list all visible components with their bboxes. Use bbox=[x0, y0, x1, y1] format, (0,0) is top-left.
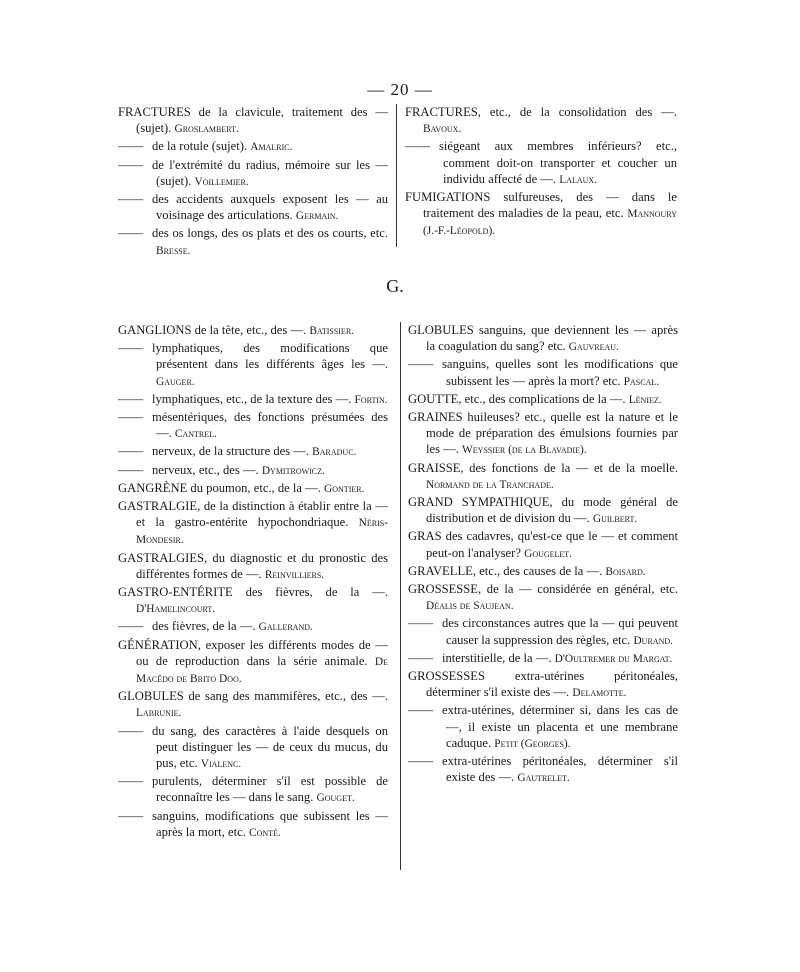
entry-author: Voillemier. bbox=[194, 175, 249, 188]
entry-text: des accidents auxquels exposent les — au voisinage des articulations. bbox=[152, 192, 388, 223]
entry-dash: —— bbox=[408, 754, 434, 769]
entry-author: Guilbert. bbox=[592, 513, 638, 526]
entry-headword: GLOBULES bbox=[408, 323, 474, 337]
index-entry bbox=[408, 563, 678, 580]
index-entry bbox=[408, 356, 678, 389]
index-entry bbox=[118, 443, 388, 460]
entry-text: mésentériques, des fonctions présumées des —. bbox=[152, 410, 388, 441]
index-entry bbox=[118, 157, 388, 190]
entry-dash: —— bbox=[408, 650, 434, 665]
entry-author: Baraduc. bbox=[312, 446, 357, 459]
entry-headword: GANGLIONS bbox=[118, 323, 192, 337]
column-top-right bbox=[405, 104, 677, 241]
entry-headword: FRACTURES bbox=[405, 105, 478, 119]
entry-text: du poumon, etc., de la —. bbox=[187, 480, 325, 495]
entry-dash: —— bbox=[118, 808, 144, 823]
entry-text: , des fonctions de la — et de la moelle. bbox=[460, 460, 678, 475]
entry-headword: GASTRALGIE bbox=[118, 499, 198, 514]
entry-dash: —— bbox=[118, 192, 144, 207]
index-entry bbox=[118, 688, 388, 721]
index-entry bbox=[118, 618, 388, 635]
index-entry bbox=[405, 104, 677, 137]
entry-author: D'Hamelincourt. bbox=[136, 603, 216, 616]
index-entry bbox=[408, 460, 678, 493]
entry-text: , de la — considérée en général, etc. bbox=[478, 582, 678, 597]
entry-dash: —— bbox=[118, 619, 144, 634]
column-divider-top bbox=[396, 104, 397, 247]
entry-author: Reinvilliers. bbox=[264, 568, 325, 581]
page-number: — 20 — bbox=[367, 80, 433, 99]
entry-text: des cadavres, qu'est-ce que le — et comment peut-on l'analyser? bbox=[426, 529, 678, 560]
entry-dash: —— bbox=[118, 226, 144, 241]
column-divider-bottom bbox=[400, 322, 401, 870]
column-bottom-right bbox=[408, 322, 678, 787]
index-entry bbox=[405, 189, 677, 240]
entry-headword: GRAISSE bbox=[408, 460, 461, 475]
entry-headword: GLOBULES bbox=[118, 689, 184, 704]
index-entry bbox=[408, 391, 678, 408]
index-entry bbox=[118, 340, 388, 390]
index-entry bbox=[118, 462, 388, 479]
entry-text: , de la distinction à établir entre la — et la gastro-entérite hypochondriaque. bbox=[136, 499, 388, 530]
entry-text: siégeant aux membres inférieurs? etc., comment doit-on transporter et coucher un individu affecté de —. bbox=[439, 139, 677, 186]
entry-author: Gallerand. bbox=[258, 621, 313, 634]
entry-author: Normand de la Tranchade. bbox=[426, 478, 554, 491]
index-entry bbox=[408, 322, 678, 355]
entry-author: Gouget. bbox=[316, 792, 355, 805]
index-entry bbox=[408, 753, 678, 786]
entry-text: purulents, déterminer s'il est possible de reconnaître les — dans le sang. bbox=[152, 774, 388, 805]
entry-dash: —— bbox=[118, 444, 144, 459]
section-letter: G. bbox=[386, 276, 404, 296]
entry-text: de la tête, etc., des —. bbox=[191, 323, 310, 337]
entry-author: Groslambert. bbox=[174, 123, 239, 136]
index-entry bbox=[118, 808, 388, 841]
entry-headword: GRAS bbox=[408, 529, 442, 544]
entry-author: Néris-Mondesir. bbox=[136, 517, 388, 547]
entry-author: Gauvreau. bbox=[568, 341, 619, 354]
entry-author: Labrunie. bbox=[136, 707, 182, 720]
entry-author: De Macêdo de Brito Doo. bbox=[136, 655, 388, 686]
entry-author: Bavoux. bbox=[423, 123, 462, 136]
entry-text: de sang des mammifères, etc., des —. bbox=[183, 689, 388, 704]
index-entry bbox=[118, 637, 388, 688]
entry-author: Petit (Georges). bbox=[494, 737, 571, 750]
entry-text: sulfureuses, des — dans le traitement des maladies de la peau, etc. bbox=[423, 190, 677, 221]
entry-text: , etc., de la consolidation des —. bbox=[477, 105, 677, 119]
index-entry bbox=[408, 650, 678, 667]
index-entry bbox=[408, 668, 678, 701]
entry-text: sanguins, que deviennent les — après la coagulation du sang? etc. bbox=[426, 323, 678, 354]
entry-headword: GRAVELLE bbox=[408, 563, 473, 578]
index-entry bbox=[118, 104, 388, 137]
entry-text: , etc., des causes de la —. bbox=[472, 563, 606, 578]
column-top-left bbox=[118, 104, 388, 260]
entry-author: Déalis de Saujean. bbox=[426, 600, 514, 613]
index-entry bbox=[408, 615, 678, 648]
entry-text: , du diagnostic et du pronostic des différentes formes de —. bbox=[136, 550, 388, 581]
index-entry bbox=[118, 723, 388, 773]
entry-headword: GASTRALGIES bbox=[118, 550, 205, 565]
entry-headword: GASTRO-ENTÉRITE bbox=[118, 585, 233, 600]
entry-dash: —— bbox=[118, 723, 144, 738]
entry-dash: —— bbox=[118, 139, 144, 154]
index-entry bbox=[405, 138, 677, 188]
entry-author: Gougelet. bbox=[524, 547, 573, 560]
entry-text: lymphatiques, etc., de la texture des —. bbox=[152, 391, 355, 406]
index-entry bbox=[118, 225, 388, 258]
entry-author: Boisard. bbox=[605, 565, 646, 578]
entry-text: , etc., des complications de la —. bbox=[458, 391, 629, 406]
entry-text: extra-utérines, déterminer si, dans les cas de —, il existe un placenta et une membrane caduque. bbox=[442, 703, 678, 750]
index-entry bbox=[408, 409, 678, 459]
entry-author: Amalric. bbox=[250, 141, 293, 154]
entry-text: de la rotule (sujet). bbox=[152, 139, 251, 154]
entry-author: Cantrel. bbox=[174, 428, 217, 441]
entry-author: Weyssier (de la Blavadie). bbox=[462, 444, 587, 457]
entry-dash: —— bbox=[408, 616, 434, 631]
entry-headword: GRAND SYMPATHIQUE bbox=[408, 495, 550, 510]
entry-dash: —— bbox=[118, 157, 144, 172]
entry-author: D'Oultremer du Margat. bbox=[554, 652, 673, 665]
entry-headword: GANGRÈNE bbox=[118, 480, 188, 495]
entry-text: interstitielle, de la —. bbox=[442, 650, 555, 665]
index-entry bbox=[118, 138, 388, 155]
entry-author: Lalaux. bbox=[559, 173, 598, 186]
entry-dash: —— bbox=[405, 139, 431, 154]
index-entry bbox=[118, 391, 388, 408]
index-entry bbox=[408, 702, 678, 752]
entry-dash: —— bbox=[118, 774, 144, 789]
entry-author: Gauger. bbox=[156, 375, 195, 388]
entry-author: Fortin. bbox=[354, 393, 388, 406]
index-entry bbox=[408, 581, 678, 614]
entry-headword: GOUTTE bbox=[408, 391, 459, 406]
entry-headword: GROSSESSES bbox=[408, 669, 485, 684]
entry-dash: —— bbox=[408, 703, 434, 718]
entry-author: Dymitrowicz. bbox=[261, 464, 325, 477]
entry-author: Gontier. bbox=[324, 482, 365, 495]
index-entry bbox=[408, 528, 678, 561]
index-entry bbox=[118, 480, 388, 497]
entry-text: des fièvres, de la —. bbox=[232, 585, 388, 600]
entry-dash: —— bbox=[408, 357, 434, 372]
entry-text: extra-utérines péritonéales, déterminer s'il existe des —. bbox=[442, 754, 678, 785]
index-entry bbox=[118, 498, 388, 549]
entry-dash: —— bbox=[118, 341, 144, 356]
entry-headword: GRAINES bbox=[408, 410, 463, 425]
entry-text: sanguins, modifications que subissent les — après la mort, etc. bbox=[152, 808, 388, 839]
index-entry bbox=[118, 409, 388, 442]
index-entry bbox=[118, 322, 388, 339]
entry-text: de la clavicule, traitement des — (sujet). bbox=[136, 105, 388, 136]
entry-text: , du mode général de distribution et de division du —. bbox=[426, 495, 678, 526]
index-entry bbox=[408, 494, 678, 527]
index-entry bbox=[118, 773, 388, 806]
column-bottom-left bbox=[118, 322, 388, 842]
entry-text: du sang, des caractères à l'aide desquels on peut distinguer les — de ceux du mucus, du pus, etc. bbox=[152, 723, 388, 771]
entry-text: des circonstances autres que la — qui peuvent causer la suppression des règles, etc. bbox=[442, 616, 678, 647]
entry-headword: GÉNÉRATION bbox=[118, 637, 198, 652]
entry-dash: —— bbox=[118, 391, 144, 406]
entry-author: Bresse. bbox=[156, 244, 191, 257]
entry-text: extra-utérines péritonéales, déterminer s'il existe des —. bbox=[426, 669, 678, 700]
entry-headword: FUMIGATIONS bbox=[405, 190, 491, 205]
entry-author: Batissier. bbox=[309, 325, 354, 337]
entry-text: nerveux, de la structure des —. bbox=[152, 444, 313, 459]
entry-text: sanguins, quelles sont les modifications que subissent les — après la mort? etc. bbox=[442, 357, 678, 388]
index-entry bbox=[118, 584, 388, 617]
entry-author: Pascal. bbox=[623, 375, 660, 388]
entry-text: nerveux, etc., des —. bbox=[152, 462, 262, 477]
entry-text: lymphatiques, des modifications que présentent dans les différents âges les —. bbox=[152, 341, 388, 372]
entry-text: des fièvres, de la —. bbox=[152, 619, 259, 634]
entry-author: Germain. bbox=[295, 210, 339, 223]
entry-author: Durand. bbox=[633, 634, 673, 647]
entry-author: Conté. bbox=[249, 826, 281, 839]
entry-author: Léniez. bbox=[628, 393, 662, 406]
entry-dash: —— bbox=[118, 410, 144, 425]
entry-author: Delamotte. bbox=[572, 687, 627, 700]
entry-headword: GROSSESSE bbox=[408, 582, 478, 597]
entry-author: Vialenc. bbox=[200, 758, 242, 771]
index-entry bbox=[118, 550, 388, 583]
entry-dash: —— bbox=[118, 462, 144, 477]
entry-author: Gautrelet. bbox=[517, 772, 570, 785]
entry-text: , exposer les différents modes de — ou de reproduction dans la série animale. bbox=[136, 637, 388, 668]
entry-text: des os longs, des os plats et des os courts, etc. bbox=[152, 226, 388, 241]
entry-text: de l'extrémité du radius, mémoire sur les — (sujet). bbox=[152, 157, 388, 188]
entry-author: Mannoury (J.-F.-Léopold). bbox=[423, 208, 677, 238]
entry-headword: FRACTURES bbox=[118, 105, 191, 119]
entry-text: huileuses? etc., quelle est la nature et le mode de préparation des émulsions fournies par les —. bbox=[426, 410, 678, 457]
index-entry bbox=[118, 191, 388, 224]
